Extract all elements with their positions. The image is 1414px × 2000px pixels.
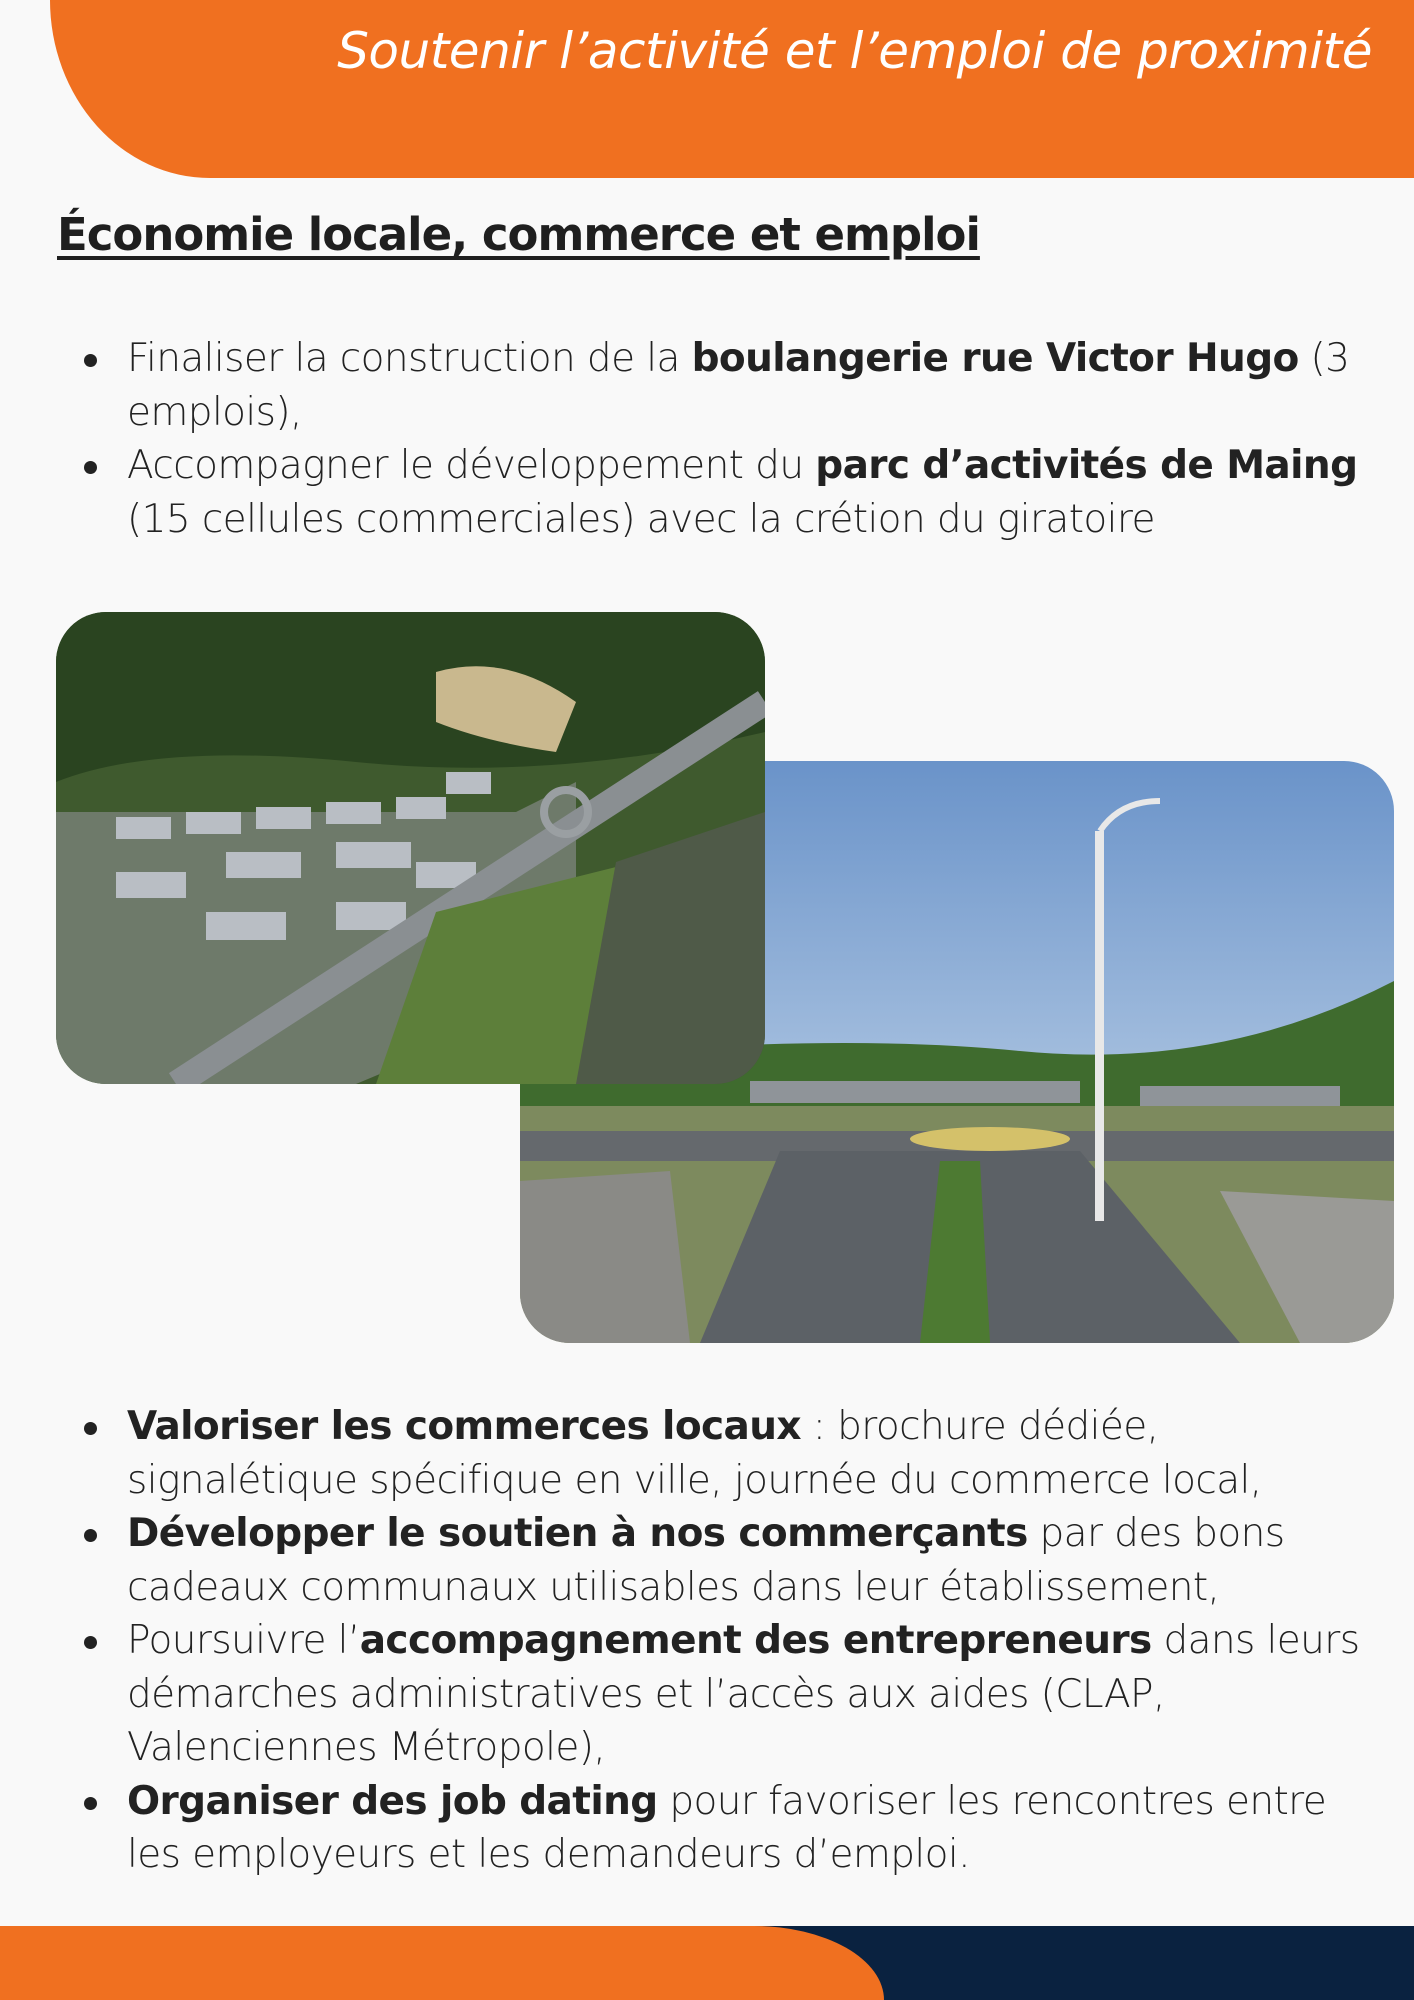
list-item (0, 1775, 1360, 1882)
list-item (0, 1507, 1360, 1614)
bold-text: accompagnement des entrepreneurs (359, 1618, 1152, 1663)
list-item (0, 1614, 1360, 1775)
text: Poursuivre l’ (127, 1618, 360, 1663)
bullet-list-top (0, 332, 1360, 546)
header-title: Soutenir l’activité et l’emploi de proximité (337, 22, 1372, 80)
bullet-list-bottom (0, 1400, 1360, 1882)
section-title: Économie locale, commerce et emploi (57, 208, 980, 261)
bold-text: Organiser des job dating (127, 1778, 658, 1824)
text: dans leurs démarches administratives et l’accès aux aides (CLAP, Valenciennes Métropole), (127, 1618, 1360, 1770)
footer-orange-band (0, 1926, 884, 2000)
bold-text: boulangerie rue Victor Hugo (691, 336, 1299, 381)
text: pour favoriser les rencontres entre les employeurs et les demandeurs d’emploi. (127, 1778, 1327, 1877)
list-item (0, 439, 1360, 546)
bold-text: Valoriser les commerces locaux (127, 1404, 801, 1449)
header-banner (50, 0, 1414, 178)
text: Finaliser la construction de la (127, 336, 692, 381)
bold-text: parc d’activités de Maing (815, 443, 1358, 488)
list-item (0, 332, 1360, 439)
text: : brochure dédiée, signalétique spécifique en ville, journée du commerce local, (127, 1404, 1262, 1503)
aerial-view-icon (56, 612, 765, 1084)
text: par des bons cadeaux communaux utilisables dans leur établissement, (127, 1511, 1285, 1610)
aerial-photo (56, 612, 765, 1084)
text: Accompagner le développement du (127, 443, 816, 488)
list-item (0, 1400, 1360, 1507)
text: (3 emplois), (127, 336, 1350, 435)
text: (15 cellules commerciales) avec la crétion du giratoire (127, 496, 1155, 542)
bold-text: Développer le soutien à nos commerçants (127, 1511, 1028, 1556)
